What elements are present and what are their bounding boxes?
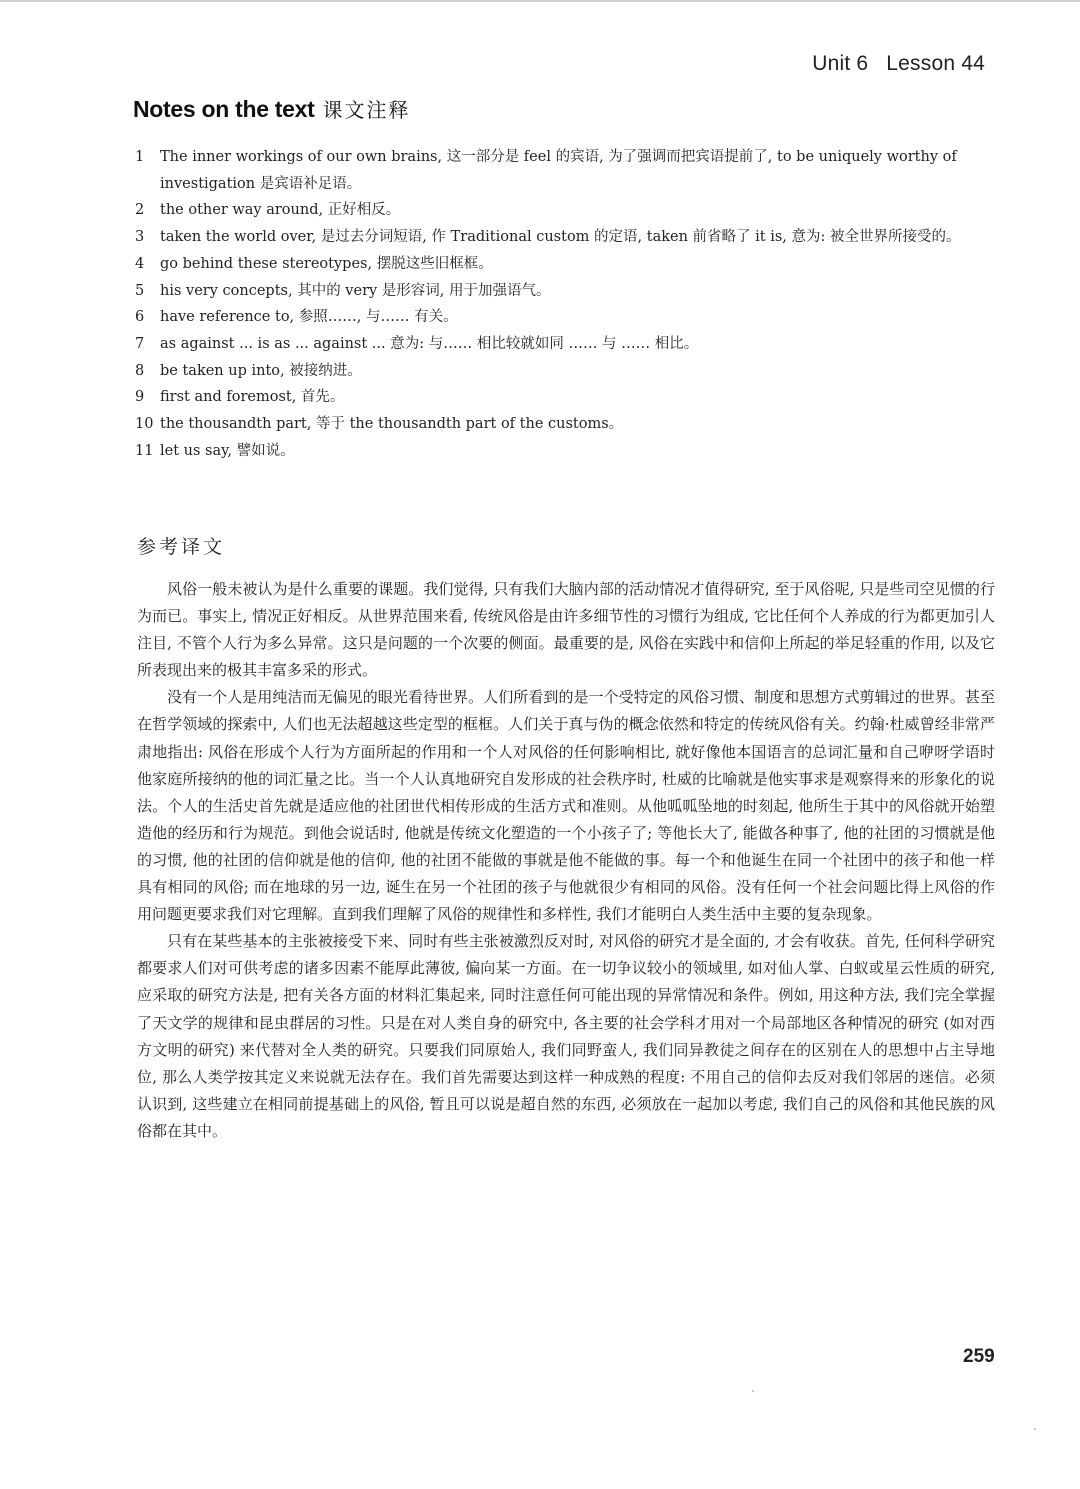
translation-paragraph: 只有在某些基本的主张被接受下来、同时有些主张被激烈反对时, 对风俗的研究才是全面的, 才会有收获。首先, 任何科学研究都要求人们对可供考虑的诸多因素不能厚此薄彼, 偏向某一方面。在一切争议较小的领域里, 如对仙人掌、白蚁或星云性质的研究, 应采取的研究方法是, 把有关各方面的材料汇集起来, 同时注意任何可能出现的异常情况和条件。例如, 用这种方法, 我们完全掌握了天文学的规律和昆虫群居的习性。只是在对人类自身的研究中, 各主要的社会学科才用对一个局部地区各种情况的研究 (如对西方文明的研究) 来代替对全人类的研究。只要我们同原始人, 我们同野蛮人, 我们同异教徒之间存在的区别在人的思想中占主导地位, 那么人类学按其定义来说就无法存在。我们首先需要达到这样一种成熟的程度: 不用自己的信仰去反对我们邻居的迷信。必须认识到, 这些建立在相同前提基础上的风俗, 暂且可以说是超自然的东西, 必须放在一起加以考虑, 我们自己的风俗和其他民族的风俗都在其中。 xyxy=(137,932,995,1140)
note-text: the thousandth part, 等于 the thousandth part of the customs。 xyxy=(160,416,624,433)
note-item xyxy=(133,304,993,331)
note-number: 1 xyxy=(135,149,145,165)
note-number: 9 xyxy=(135,389,145,406)
note-item xyxy=(133,358,993,385)
notes-heading-en: Notes on the text xyxy=(133,96,315,122)
note-text: the other way around, 正好相反。 xyxy=(160,202,401,219)
top-border xyxy=(0,0,1080,2)
note-item xyxy=(133,438,993,465)
note-number: 5 xyxy=(135,282,145,299)
note-number: 4 xyxy=(135,255,145,272)
note-item xyxy=(133,224,993,251)
running-header xyxy=(812,52,985,76)
note-item xyxy=(133,278,993,305)
note-text: let us say, 譬如说。 xyxy=(160,442,295,459)
note-number: 6 xyxy=(135,309,145,326)
note-text: his very concepts, 其中的 very 是形容词, 用于加强语气。 xyxy=(160,282,551,299)
scan-speck xyxy=(1034,1428,1036,1430)
notes-heading-zh: 课文注释 xyxy=(322,98,411,122)
note-number: 7 xyxy=(135,335,145,352)
note-number: 2 xyxy=(135,202,145,219)
note-text: have reference to, 参照……, 与…… 有关。 xyxy=(160,309,458,326)
note-item xyxy=(133,144,993,197)
note-item xyxy=(133,197,993,224)
note-text: taken the world over, 是过去分词短语, 作 Traditional custom 的定语, taken 前省略了 it is, 意为: 被全世界所接受的。 xyxy=(160,229,961,246)
note-number: 11 xyxy=(135,442,154,459)
note-item xyxy=(133,411,993,438)
note-number: 3 xyxy=(135,229,145,246)
note-item xyxy=(133,251,993,278)
note-text: be taken up into, 被接纳进。 xyxy=(160,362,362,379)
note-number: 10 xyxy=(135,416,154,433)
note-item xyxy=(133,331,993,358)
note-text: as against ... is as ... against ... 意为: 与…… 相比较就如同 …… 与 …… 相比。 xyxy=(160,335,699,352)
scan-speck xyxy=(752,1390,754,1392)
lesson-label: Lesson 44 xyxy=(886,52,985,75)
note-number: 8 xyxy=(135,362,145,379)
notes-list xyxy=(133,144,993,464)
translation-paragraph: 风俗一般未被认为是什么重要的课题。我们觉得, 只有我们大脑内部的活动情况才值得研究, 至于风俗呢, 只是些司空见惯的行为而已。事实上, 情况正好相反。从世界范围来看, 传统风俗是由许多细节性的习惯行为组成, 它比任何个人养成的行为都更加引人注目, 不管个人行为多么异常。这只是问题的一个次要的侧面。最重要的是, 风俗在实践中和信仰上所起的举足轻重的作用, 以及它所表现出来的极其丰富多采的形式。 xyxy=(137,580,995,680)
notes-heading xyxy=(133,94,410,123)
page-number: 259 xyxy=(963,1346,995,1367)
note-text: go behind these stereotypes, 摆脱这些旧框框。 xyxy=(160,255,493,272)
unit-label: Unit 6 xyxy=(812,52,869,75)
translation-body xyxy=(137,576,995,1145)
note-text: first and foremost, 首先。 xyxy=(160,389,345,406)
note-item xyxy=(133,384,993,411)
translation-heading: 参考译文 xyxy=(137,536,226,558)
note-text: The inner workings of our own brains, 这一部分是 feel 的宾语, 为了强调而把宾语提前了, to be uniquely worthy of investigation 是宾语补足语。 xyxy=(160,149,957,192)
translation-paragraph: 没有一个人是用纯洁而无偏见的眼光看待世界。人们所看到的是一个受特定的风俗习惯、制度和思想方式剪辑过的世界。甚至在哲学领域的探索中, 人们也无法超越这些定型的框框。人们关于真与伪的概念依然和特定的传统风俗有关。约翰·杜威曾经非常严肃地指出: 风俗在形成个人行为方面所起的作用和一个人对风俗的任何影响相比, 就好像他本国语言的总词汇量和自己咿呀学语时他家庭所接纳的他的词汇量之比。当一个人认真地研究自发形成的社会秩序时, 杜威的比喻就是他实事求是观察得来的形象化的说法。个人的生活史首先就是适应他的社团世代相传形成的生活方式和准则。从他呱呱坠地的时刻起, 他所生于其中的风俗就开始塑造他的经历和行为规范。到他会说话时, 他就是传统文化塑造的一个小孩子了; 等他长大了, 能做各种事了, 他的社团的习惯就是他的习惯, 他的社团的信仰就是他的信仰, 他的社团不能做的事就是他不能做的事。每一个和他诞生在同一个社团中的孩子和他一样具有相同的风俗; 而在地球的另一边, 诞生在另一个社团的孩子与他就很少有相同的风俗。没有任何一个社会问题比得上风俗的作用问题更要求我们对它理解。直到我们理解了风俗的规律性和多样性, 我们才能明白人类生活中主要的复杂现象。 xyxy=(137,688,995,924)
